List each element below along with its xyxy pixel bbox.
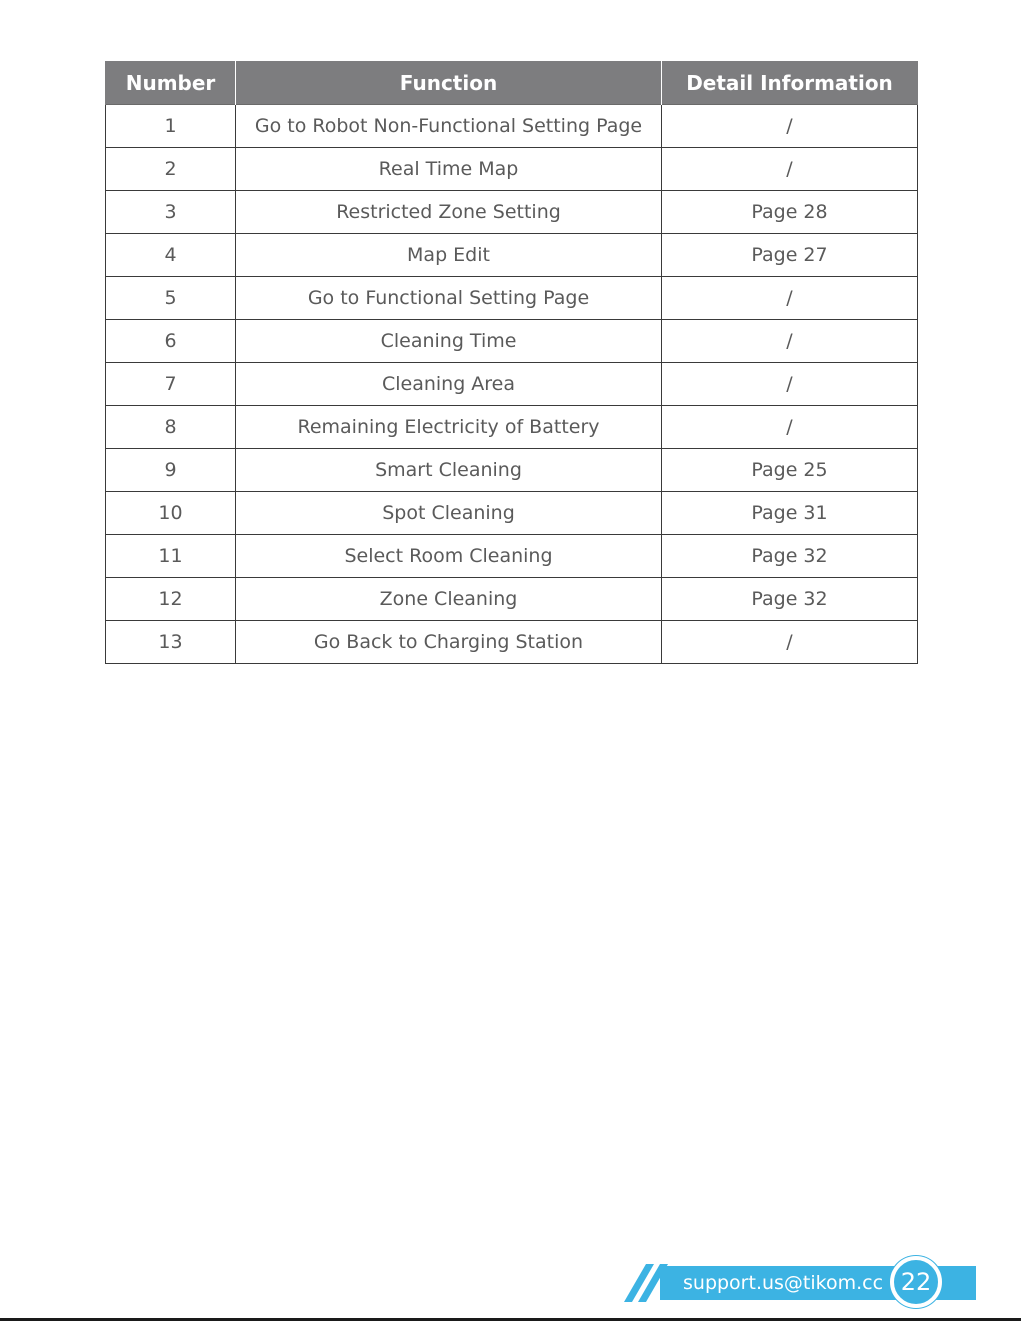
table-row bbox=[106, 621, 918, 664]
cell-function: Spot Cleaning bbox=[236, 492, 662, 535]
cell-number: 4 bbox=[106, 234, 236, 277]
cell-detail: Page 31 bbox=[662, 492, 918, 535]
cell-function: Real Time Map bbox=[236, 148, 662, 191]
cell-detail: Page 28 bbox=[662, 191, 918, 234]
table-row bbox=[106, 277, 918, 320]
cell-function: Smart Cleaning bbox=[236, 449, 662, 492]
table-row bbox=[106, 191, 918, 234]
double-slash-icon bbox=[624, 1264, 682, 1302]
table-row bbox=[106, 148, 918, 191]
cell-detail: / bbox=[662, 406, 918, 449]
cell-function: Remaining Electricity of Battery bbox=[236, 406, 662, 449]
cell-number: 6 bbox=[106, 320, 236, 363]
cell-function: Go to Functional Setting Page bbox=[236, 277, 662, 320]
cell-detail: / bbox=[662, 148, 918, 191]
table-row bbox=[106, 320, 918, 363]
cell-number: 3 bbox=[106, 191, 236, 234]
table-row bbox=[106, 578, 918, 621]
cell-detail: Page 32 bbox=[662, 578, 918, 621]
cell-function: Map Edit bbox=[236, 234, 662, 277]
table-row bbox=[106, 406, 918, 449]
table-row bbox=[106, 234, 918, 277]
support-email[interactable]: support.us@tikom.cc bbox=[683, 1272, 884, 1294]
cell-number: 12 bbox=[106, 578, 236, 621]
cell-number: 9 bbox=[106, 449, 236, 492]
cell-number: 11 bbox=[106, 535, 236, 578]
page-number-badge bbox=[890, 1256, 942, 1308]
cell-number: 8 bbox=[106, 406, 236, 449]
function-table bbox=[105, 61, 918, 664]
function-table-container bbox=[105, 61, 917, 664]
cell-detail: / bbox=[662, 621, 918, 664]
cell-function: Restricted Zone Setting bbox=[236, 191, 662, 234]
cell-function: Go Back to Charging Station bbox=[236, 621, 662, 664]
table-body bbox=[106, 105, 918, 664]
table-row bbox=[106, 363, 918, 406]
table-header-row bbox=[106, 61, 918, 105]
cell-detail: Page 27 bbox=[662, 234, 918, 277]
cell-number: 13 bbox=[106, 621, 236, 664]
cell-number: 1 bbox=[106, 105, 236, 148]
cell-detail: / bbox=[662, 320, 918, 363]
cell-function: Cleaning Area bbox=[236, 363, 662, 406]
cell-function: Select Room Cleaning bbox=[236, 535, 662, 578]
table-row bbox=[106, 105, 918, 148]
table-header bbox=[106, 61, 918, 105]
cell-detail: / bbox=[662, 105, 918, 148]
table-row bbox=[106, 492, 918, 535]
cell-function: Go to Robot Non-Functional Setting Page bbox=[236, 105, 662, 148]
header-detail-information: Detail Information bbox=[662, 61, 918, 105]
cell-detail: Page 32 bbox=[662, 535, 918, 578]
page-number: 22 bbox=[900, 1268, 932, 1296]
cell-detail: Page 25 bbox=[662, 449, 918, 492]
cell-number: 10 bbox=[106, 492, 236, 535]
header-number: Number bbox=[106, 61, 236, 105]
table-row bbox=[106, 535, 918, 578]
cell-detail: / bbox=[662, 363, 918, 406]
cell-number: 5 bbox=[106, 277, 236, 320]
cell-function: Cleaning Time bbox=[236, 320, 662, 363]
cell-function: Zone Cleaning bbox=[236, 578, 662, 621]
table-row bbox=[106, 449, 918, 492]
cell-number: 7 bbox=[106, 363, 236, 406]
cell-number: 2 bbox=[106, 148, 236, 191]
page-footer bbox=[0, 1250, 1021, 1321]
cell-detail: / bbox=[662, 277, 918, 320]
header-function: Function bbox=[236, 61, 662, 105]
